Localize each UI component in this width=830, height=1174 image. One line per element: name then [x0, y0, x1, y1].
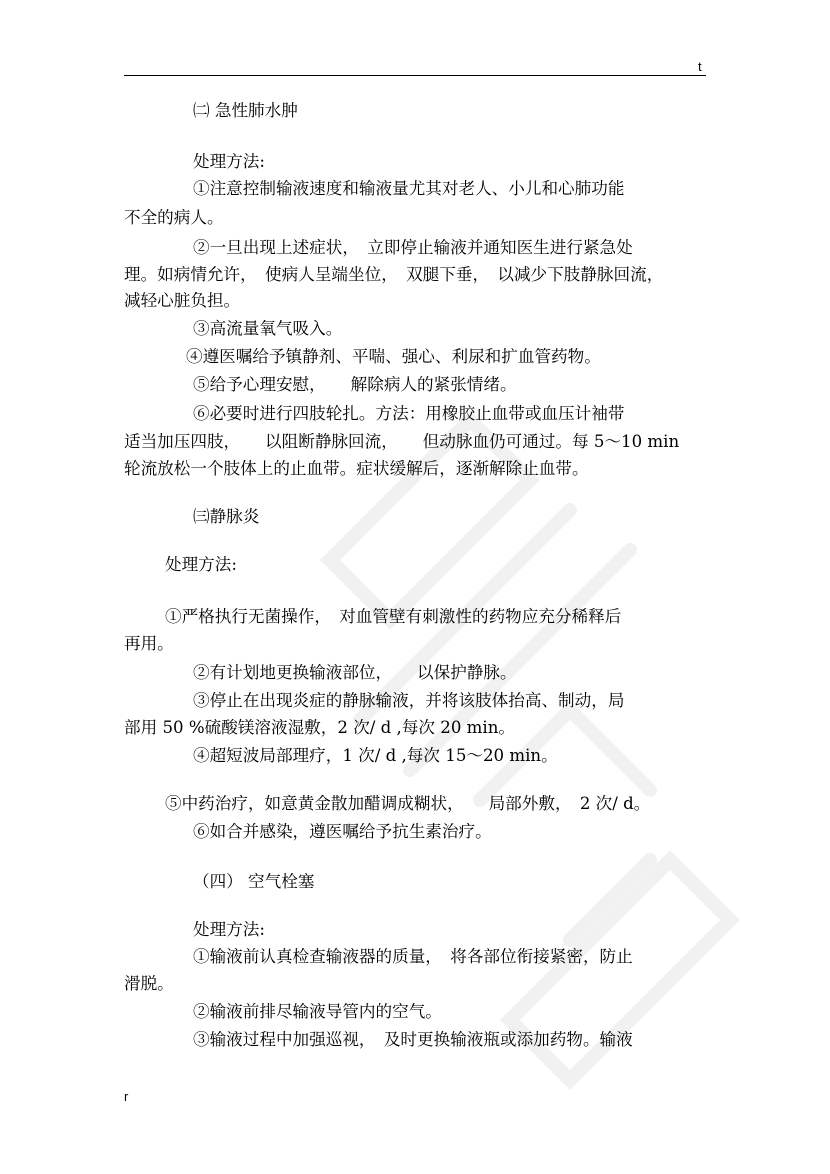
text-line: ⑤中药治疗，如意黄金散加醋调成糊状， 局部外敷， 2 次/ d。	[165, 794, 651, 813]
text-line: 轮流放松一个肢体上的止血带。症状缓解后，逐渐解除止血带。	[124, 459, 589, 478]
text-line: ④超短波局部理疗，1 次/ d ,每次 15～20 min。	[193, 746, 558, 765]
text-line: 减轻心脏负担。	[124, 291, 241, 310]
text-line: ①严格执行无菌操作， 对血管壁有刺激性的药物应充分稀释后	[165, 607, 622, 626]
text-line: ①输液前认真检查输液器的质量， 将各部位衔接紧密，防止	[193, 947, 633, 966]
method-label: 处理方法:	[193, 152, 265, 171]
text-line: 不全的病人。	[124, 208, 224, 227]
text-line: ③停止在出现炎症的静脉输液，并将该肢体抬高、制动，局	[193, 691, 625, 710]
text-line: 部用 50 %硫酸镁溶液湿敷，2 次/ d ,每次 20 min。	[124, 718, 516, 737]
text-line: ③高流量氧气吸入。	[193, 319, 343, 338]
text-line: 滑脱。	[124, 974, 174, 993]
text-line: ④遵医嘱给予镇静剂、平喘、强心、利尿和扩血管药物。	[186, 347, 601, 366]
text-line: ③输液过程中加强巡视， 及时更换输液瓶或添加药物。输液	[193, 1030, 633, 1049]
section-heading: ㈢静脉炎	[193, 507, 260, 526]
section-heading: ㈡ 急性肺水肿	[193, 101, 298, 120]
header-mark: t	[698, 59, 702, 74]
method-label: 处理方法:	[165, 555, 237, 574]
text-line: 理。如病情允许， 使病人呈端坐位， 双腿下垂， 以减少下肢静脉回流，	[124, 265, 664, 284]
text-line: ⑤给予心理安慰， 解除病人的紧张情绪。	[193, 375, 517, 394]
text-line: ②有计划地更换输液部位， 以保护静脉。	[193, 663, 517, 682]
text-line: ②一旦出现上述症状， 立即停止输液并通知医生进行紧急处	[193, 238, 633, 257]
text-line: ①注意控制输液速度和输液量尤其对老人、小儿和心肺功能	[193, 179, 625, 198]
text-line: 再用。	[124, 634, 174, 653]
text-line: ⑥如合并感染，遵医嘱给予抗生素治疗。	[193, 822, 492, 841]
section-heading: （四） 空气栓塞	[193, 872, 315, 891]
method-label: 处理方法:	[193, 920, 265, 939]
header-rule	[124, 75, 706, 76]
text-line: ⑥必要时进行四肢轮扎。方法：用橡胶止血带或血压计袖带	[193, 404, 625, 423]
text-line: ②输液前排尽输液导管内的空气。	[193, 1002, 442, 1021]
footer-mark: r	[124, 1089, 129, 1104]
text-line: 适当加压四肢， 以阻断静脉回流， 但动脉血仍可通过。每 5～10 min	[124, 432, 680, 451]
